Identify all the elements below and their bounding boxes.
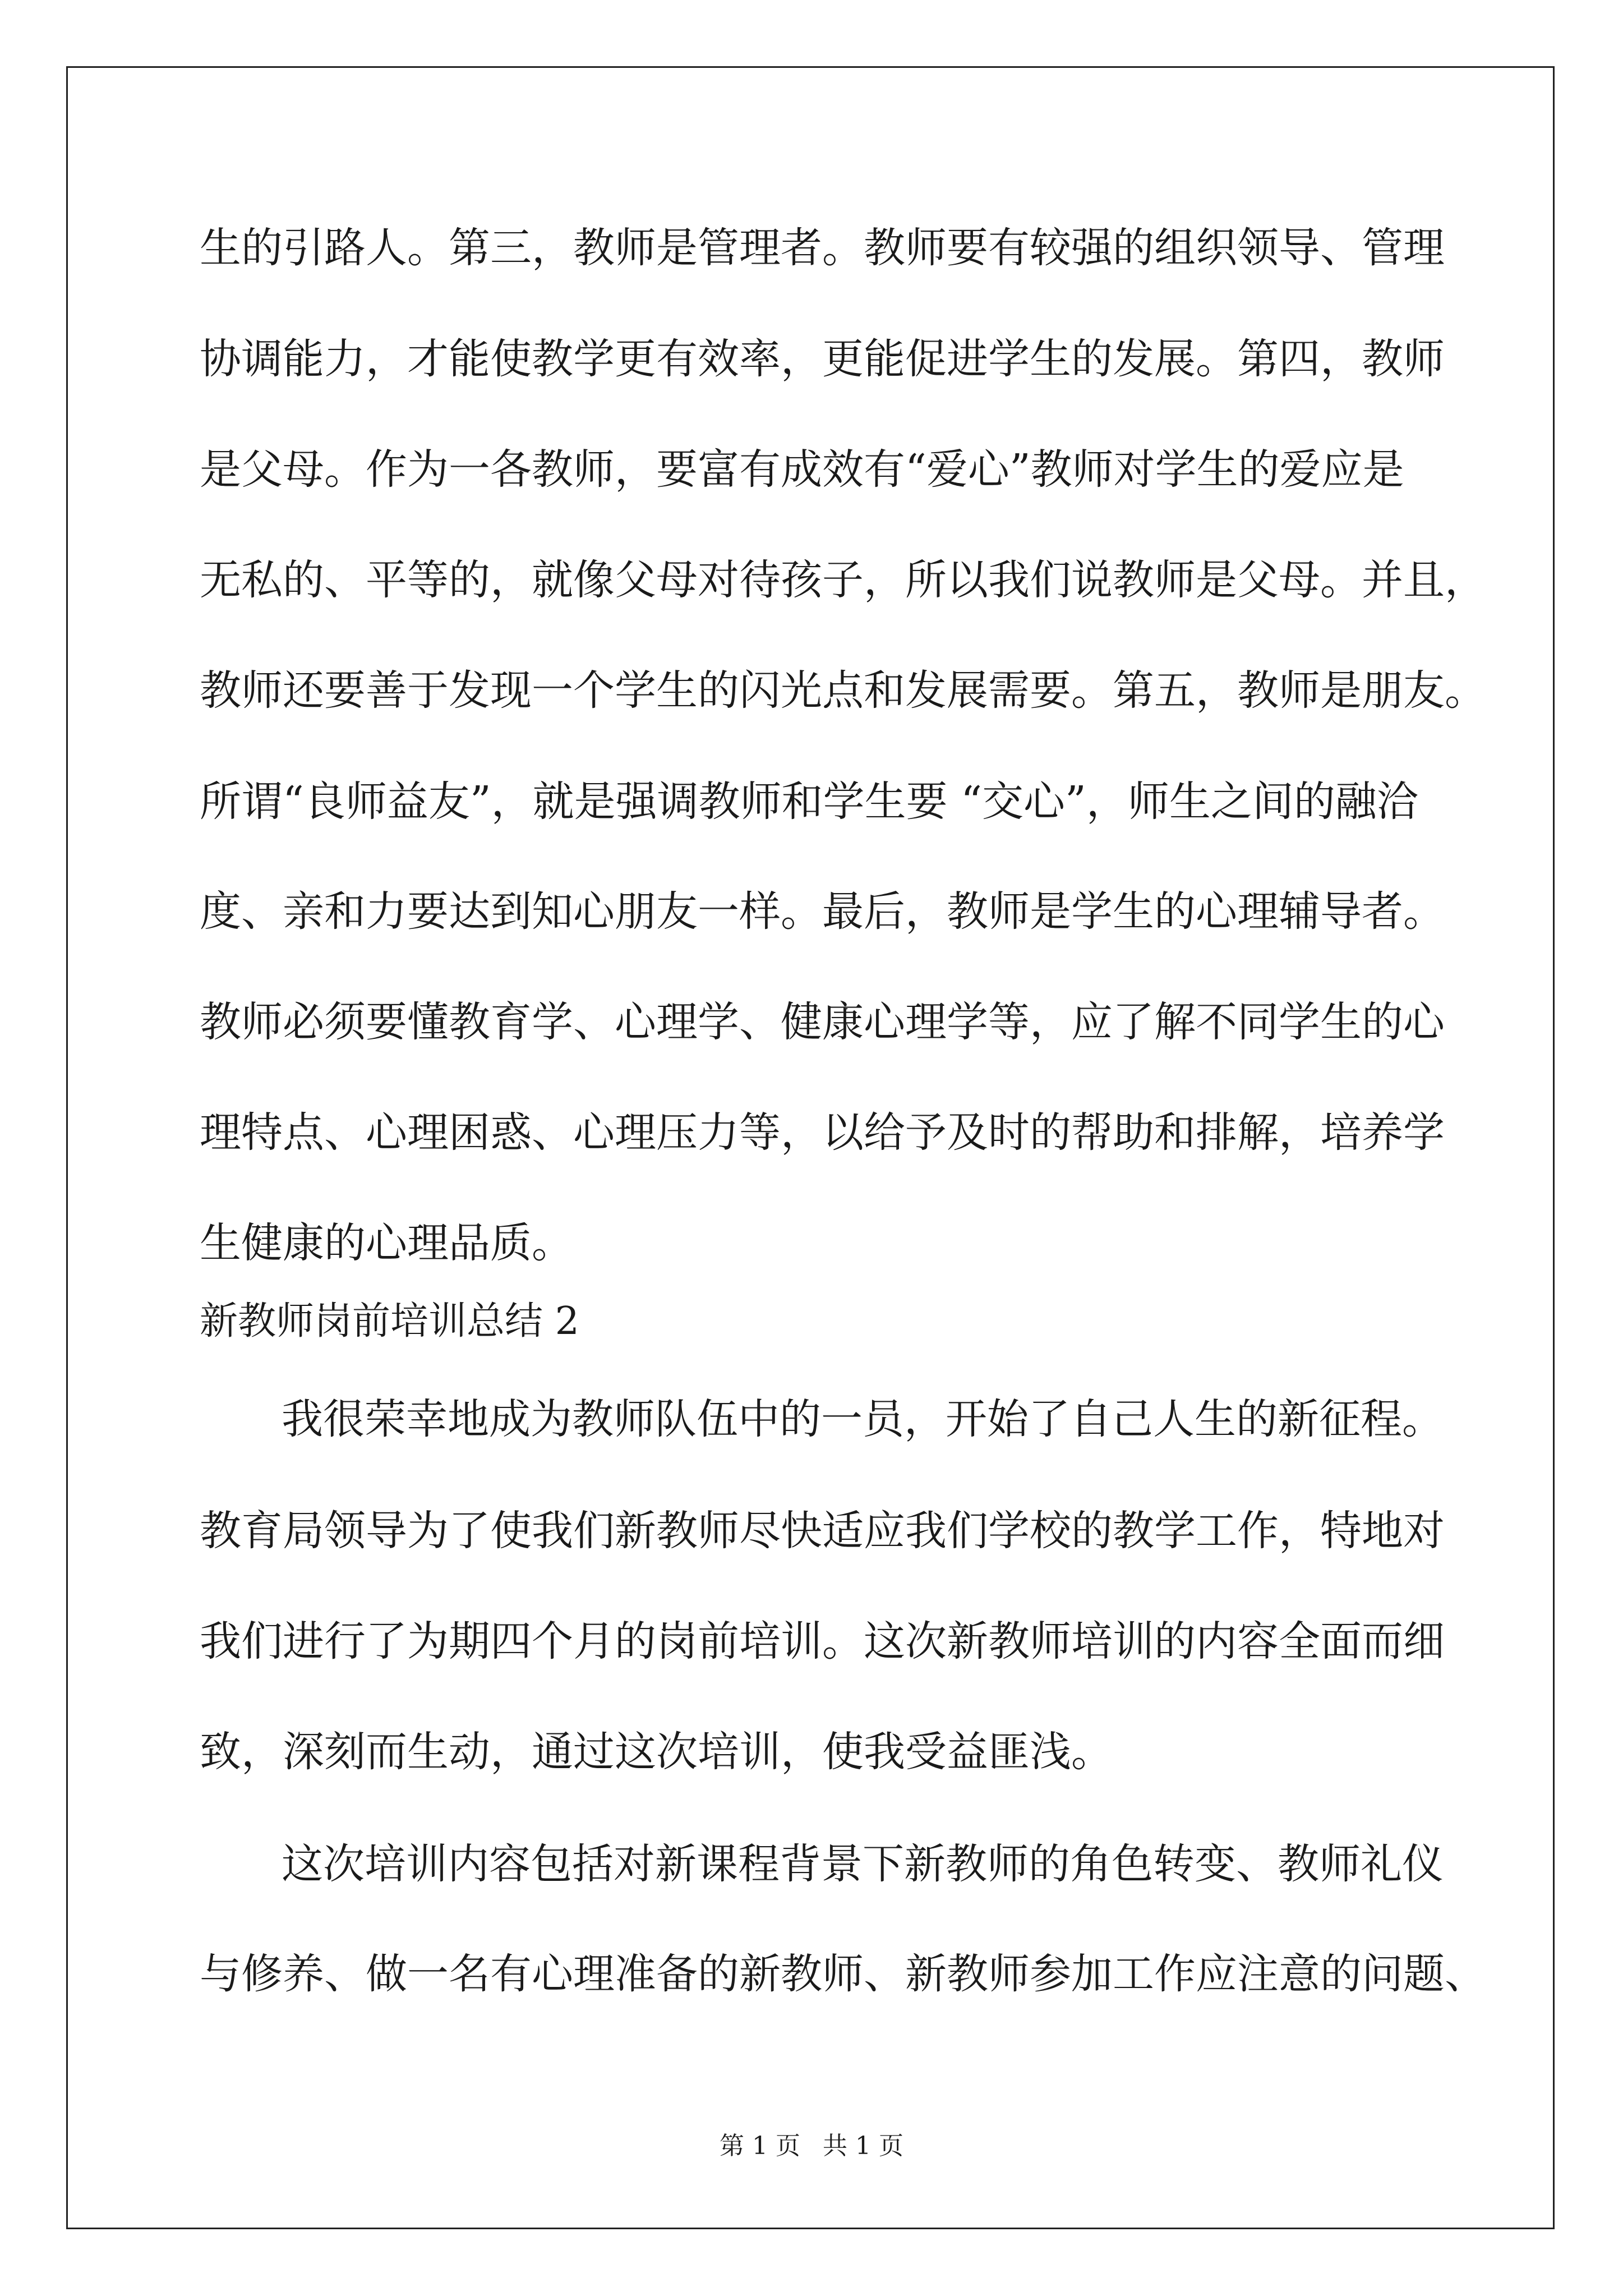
text-line: 度、亲和力要达到知心朋友一样。最后，教师是学生的心理辅导者。 bbox=[200, 887, 1445, 936]
text-line: 我们进行了为期四个月的岗前培训。这次新教师培训的内容全面而细 bbox=[200, 1617, 1445, 1665]
text-line: 生健康的心理品质。 bbox=[200, 1219, 573, 1267]
page-number: 第 1 页 bbox=[720, 2132, 800, 2160]
section-heading: 新教师岗前培训总结 2 bbox=[200, 1299, 579, 1343]
text-line: 无私的、平等的，就像父母对待孩子，所以我们说教师是父母。并且， bbox=[200, 556, 1486, 604]
text-line: 协调能力，才能使教学更有效率，更能促进学生的发展。第四，教师 bbox=[200, 335, 1445, 383]
paragraph-first-line: 我很荣幸地成为教师队伍中的一员，开始了自己人生的新征程。 bbox=[282, 1395, 1444, 1443]
text-line: 教师必须要懂教育学、心理学、健康心理学等，应了解不同学生的心 bbox=[200, 998, 1445, 1046]
text-line: 生的引路人。第三，教师是管理者。教师要有较强的组织领导、管理 bbox=[200, 224, 1445, 272]
text-line: 是父母。作为一各教师，要富有成效有“爱心”教师对学生的爱应是 bbox=[200, 445, 1404, 494]
text-line: 教师还要善于发现一个学生的闪光点和发展需要。第五，教师是朋友。 bbox=[200, 666, 1486, 715]
page-footer bbox=[0, 2131, 1623, 2162]
text-line: 致，深刻而生动，通过这次培训，使我受益匪浅。 bbox=[200, 1728, 1113, 1776]
paragraph-first-line: 这次培训内容包括对新课程背景下新教师的角色转变、教师礼仪 bbox=[282, 1840, 1444, 1888]
text-line: 与修养、做一名有心理准备的新教师、新教师参加工作应注意的问题、 bbox=[200, 1950, 1486, 1998]
text-line: 理特点、心理困惑、心理压力等，以给予及时的帮助和排解，培养学 bbox=[200, 1108, 1445, 1157]
text-line: 教育局领导为了使我们新教师尽快适应我们学校的教学工作，特地对 bbox=[200, 1507, 1445, 1555]
page-total: 共 1 页 bbox=[823, 2132, 903, 2160]
text-line: 所谓“良师益友”，就是强调教师和学生要 “交心”，师生之间的融洽 bbox=[200, 777, 1418, 826]
